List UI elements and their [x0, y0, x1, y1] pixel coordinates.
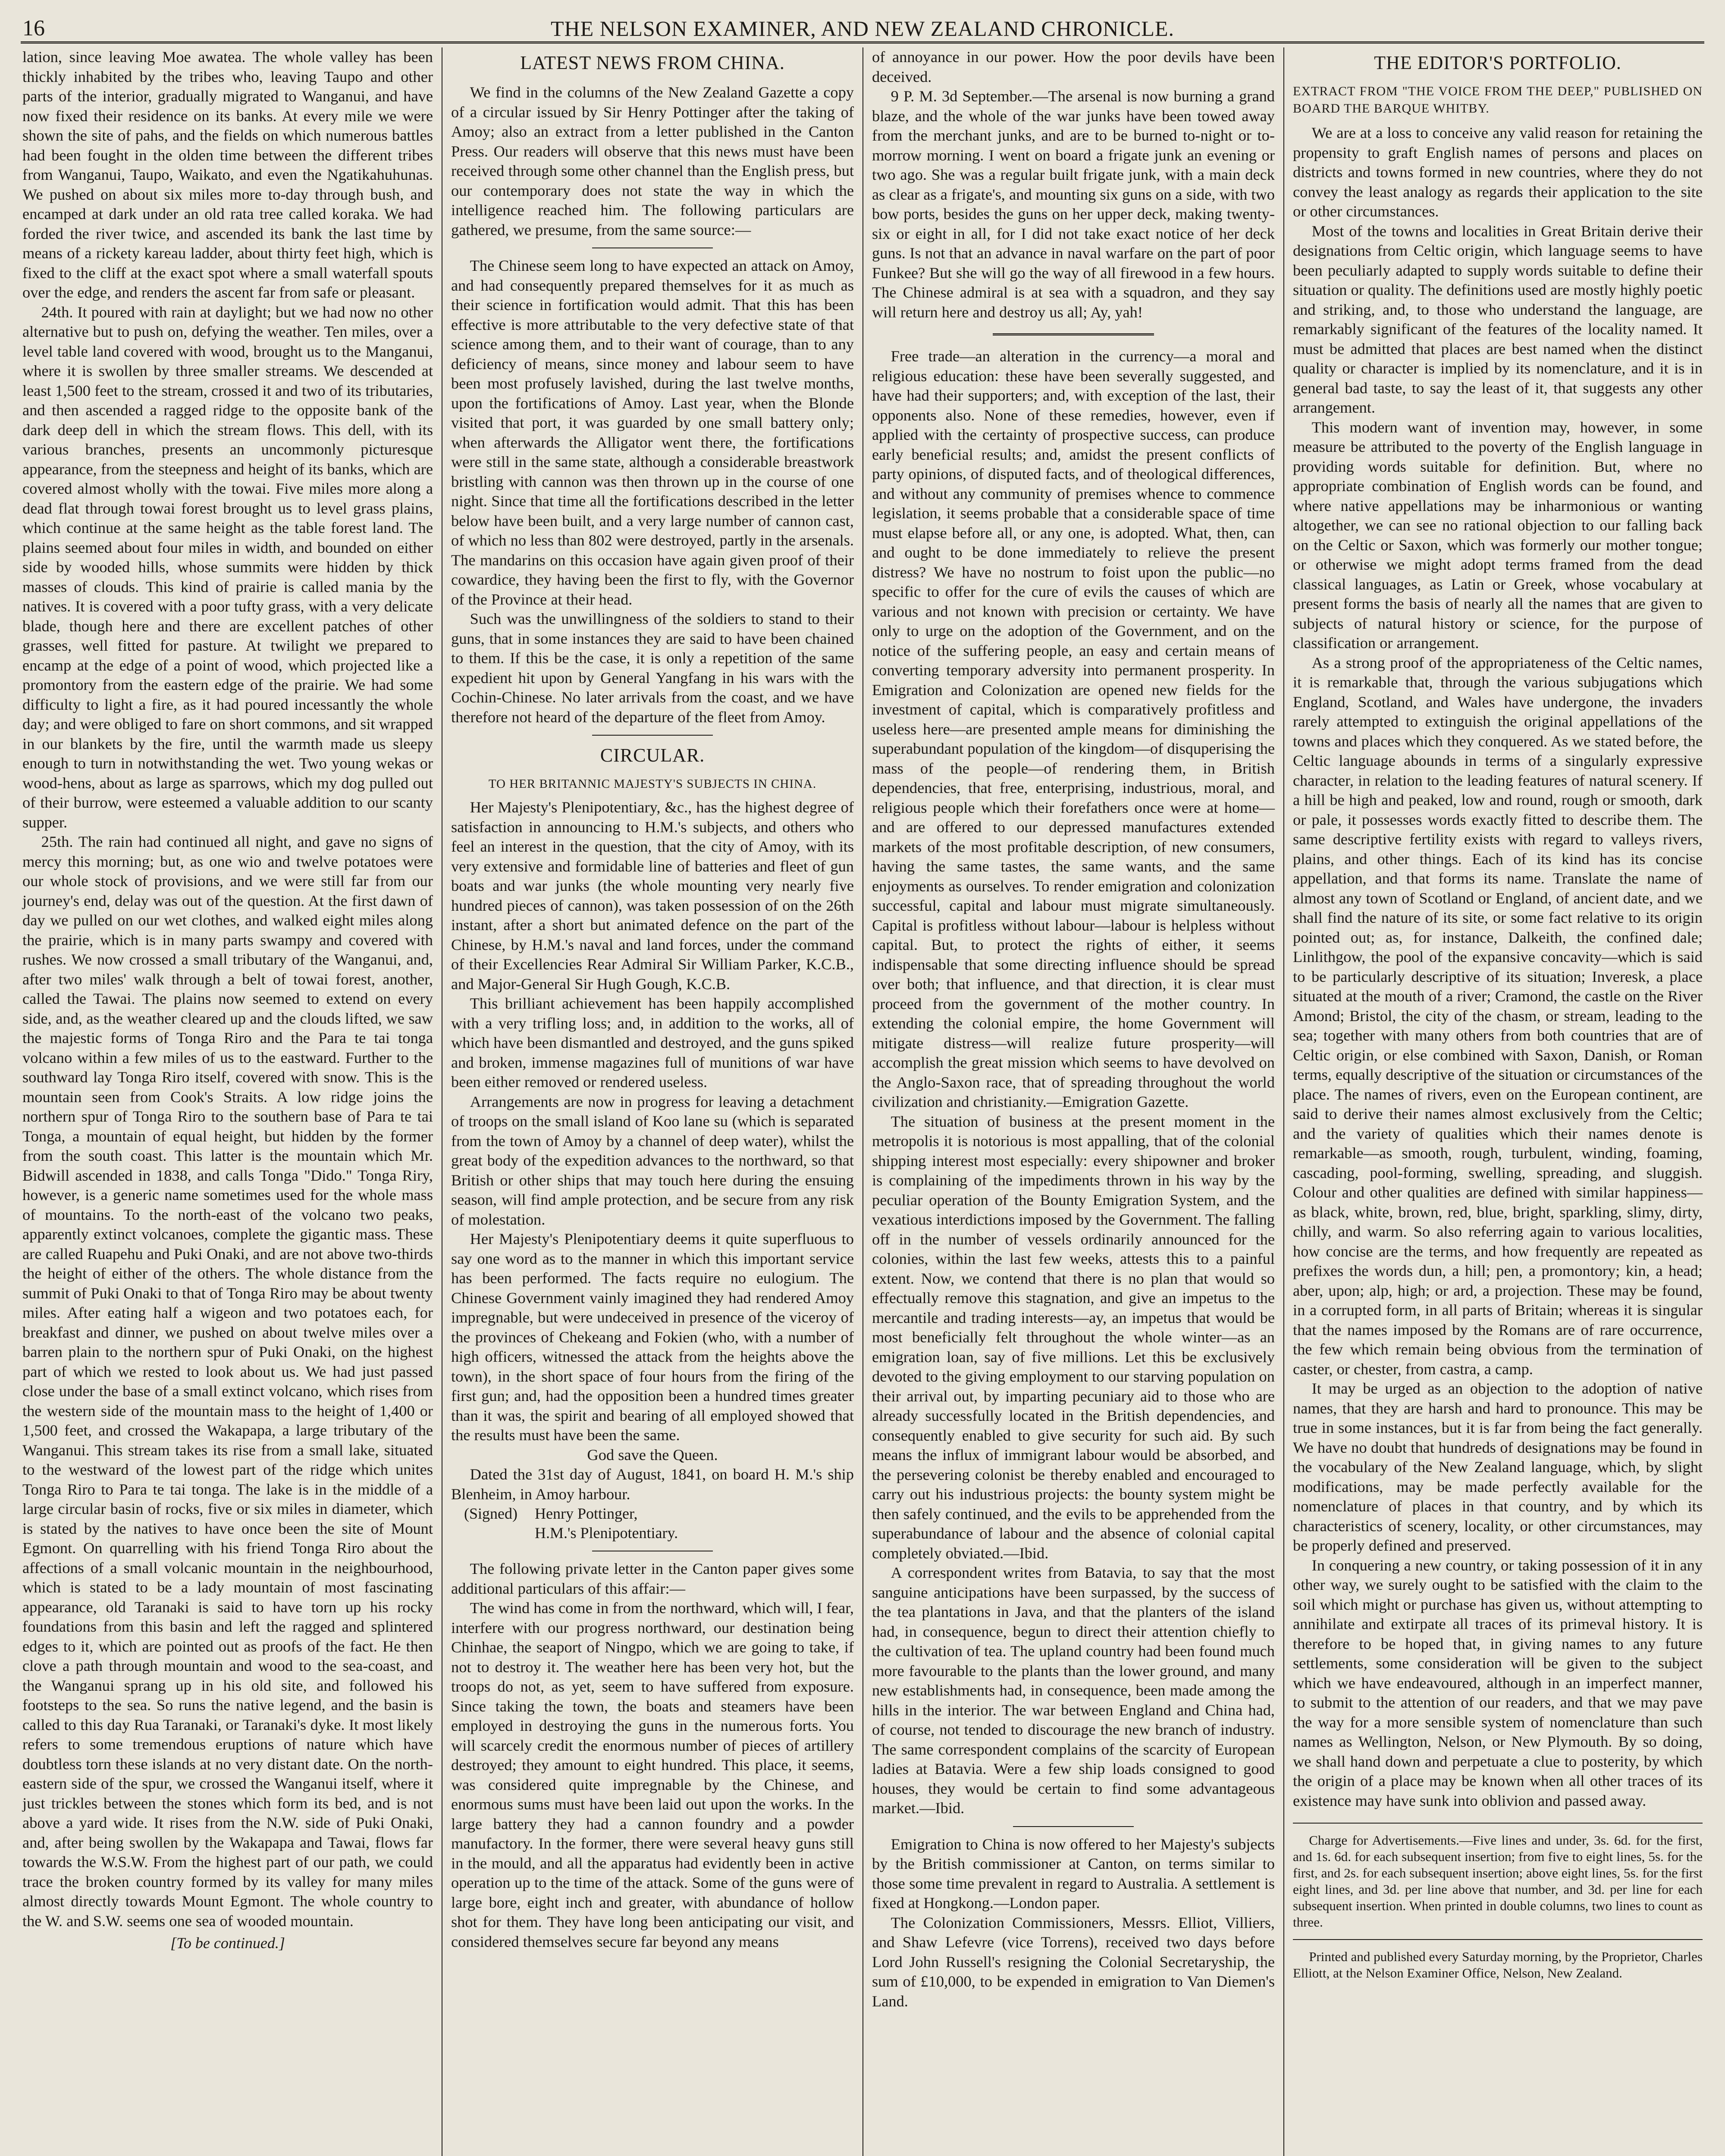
circular-paragraph: Her Majesty's Plenipotentiary, &c., has the highest degree of satisfaction in announcing to H.M.'s subjects, and others who feel an interest in the question, that the city of Amoy, with its very extensive and formidable line of batteries and fleet of gun boats and war junks (the whole mounting very nearly five hundred pieces of cannon), was taken possession of on the 26th instant, after a short but animated defence on the part of the Chinese, by H.M.'s naval and land forces, under the command of their Excellencies Rear Admiral Sir William Parker, K.C.B., and Major-General Sir Hugh Gough, K.C.B. — [451, 799, 854, 993]
article-paragraph: The Chinese seem long to have expected an attack on Amoy, and had consequently prepared themselves for it as much as their science in fortification would admit. That this has been effective is more attributable to the very defective state of that science among them, and to their want of courage, than to any deficiency of means, since money and labour seem to have been most profusely lavished, during the last twelve months, upon the fortifications of Amoy. Last year, when the Blonde visited that port, it was guarded by one small battery only; when afterwards the Alligator went there, the fortifications were still in the same state, although a considerable breastwork bristling with cannon was then thrown up in the course of one night. Since that time all the fortifications described in the letter below have been built, and a very large number of cannon cast, of which no less than 802 were destroyed, partly in the arsenals. The mandarins on this occasion have again given proof of their cowardice, they having been the first to fly, with the Governor of the Province at their head. — [451, 257, 854, 608]
circular-paragraph: Arrangements are now in progress for leaving a detachment of troops on the small island of Koo lane su (which is separated from the town of Amoy by a channel of deep water), whilst the great body of the expedition advances to the northward, so that British or other ships that may touch here during the ensuing season, will find ample protection, and be secure from any risk of molestation. — [451, 1093, 854, 1228]
printer-imprint: Printed and published every Saturday morning, by the Proprietor, Charles Elliott, at the Nelson Examiner Office, Nelson, New Zealand. — [1293, 1949, 1703, 1981]
footer-notices — [1293, 1823, 1703, 1981]
signed-label: (Signed) — [464, 1505, 518, 1522]
letter-paragraph: 9 P. M. 3d September.—The arsenal is now burning a grand blaze, and the whole of the war junks have been towed away from the merchant junks, and are to be burned to-night or to-morrow morning. I went on board a frigate junk an evening or two ago. She was a regular built frigate junk, with a main deck as clear as a frigate's, and mounting six guns on a side, with two bow ports, besides the guns on her upper deck, making twenty-six or eight in all, for I did not take exact notice of her deck guns. Is not that an advance in naval warfare on the part of poor Funkee? But she will go the way of all firewood in a few hours. The Chinese admiral is at sea with a squadron, and they say will return here and destroy us all; Ay, yah! — [872, 88, 1275, 321]
section-heading-latest-news: LATEST NEWS FROM CHINA. — [520, 52, 785, 73]
divider — [993, 333, 1154, 335]
running-title: THE NELSON EXAMINER, AND NEW ZEALAND CHRONICLE. — [551, 16, 1174, 41]
section-heading-circular: CIRCULAR. — [600, 745, 705, 766]
divider — [1293, 1823, 1703, 1824]
divider — [1293, 1939, 1703, 1940]
column-2-china-news — [442, 47, 862, 2156]
letter-paragraph: of annoyance in our power. How the poor devils have been deceived. — [872, 48, 1275, 85]
circular-paragraph: Her Majesty's Plenipotentiary deems it quite superfluous to say one word as to the manner in which this important service has been performed. The facts require no eulogium. The Chinese Government vainly imagined they had rendered Amoy impregnable, but were undeceived in presence of the viceroy of the provinces of Chekeang and Fokien (who, with a number of high officers, witnessed the attack from the heights above the town), in the short space of four hours from the firing of the first gun; and, had the opposition been a hundred times greater than it was, the spirit and bearing of all employed showed that the results must have been the same. — [451, 1230, 854, 1444]
article-paragraph: 25th. The rain had continued all night, and gave no signs of mercy this morning; but, as one wio and twelve potatoes were our whole stock of provisions, and we were still far from our journey's end, delay was out of the question. At the first dawn of day we pulled on our wet clothes, and walked eight miles along the prairie, which is in many parts swampy and covered with rushes. We now crossed a small tributary of the Wanganui, and, after two miles' walk through a belt of towai forest, another, called the Tawai. The plains now seemed to extend on every side, and, as the weather cleared up and the clouds lifted, we saw the majestic forms of Tonga Riro and the Para te tai tonga volcano within a few miles of us to the eastward. Further to the southward lay Tonga Riro itself, covered with snow. This is the mountain seen from Cook's Straits. A low ridge joins the northern spur of Tonga Riro to the southern base of Para te tai Tonga, a mountain of equal height, but hidden by the former from the south coast. This latter is the mountain which Mr. Bidwill ascended in 1838, and calls Tonga "Dido." Tonga Riry, however, is a generic name sometimes used for the whole mass of mountains. To the north-east of the volcano two peaks, apparently extinct volcanoes, complete the gigantic mass. These are called Ruapehu and Puki Onaki, and are not above two-thirds the height of either of the others. The whole distance from the summit of Puki Onaki to that of Tonga Riro may be about twenty miles. After eating half a wigeon and two potatoes each, for breakfast and dinner, we pushed on about twelve miles over a barren plain to the northern spur of Puki Onaki, on the highest part of which we rested to look about us. We had just passed close under the base of a small extinct volcano, which rises from the western side of the mountain mass to the height of 1,400 or 1,500 feet, and crossed the Wakapapa, a large tributary of the Wanganui. This stream takes its rise from a small lake, situated to the westward of the lowest part of the ridge which unites Tonga Riro to Para te tai tonga. The lake is in the middle of a large circular basin of rocks, five or six miles in diameter, which is stated by the natives to have once been the site of Mount Egmont. On quarrelling with his friend Tonga Riro about the affections of a small volcanic mountain in the neighbourhood, which is stated to be a lady mountain of most fascinating appearance, old Taranaki is said to have torn up his rocky foundations from this basin and left the ragged and splintered edges to it, which are pointed out as proofs of the fact. He then clove a path through mountain and wood to the sea-coast, and the Wanganui sprang up in his old site, and followed his footsteps to the sea. So runs the native legend, and the basin is called to this day Rua Taranaki, or Taranaki's dyke. It most likely refers to some tremendous eruptions of nature which have doubtless torn these islands at no very distant date. On the north-eastern side of the spur, we crossed the Wanganui itself, where it just trickles between the stones which form its bed, and is not above a yard wide. It rises from the N.W. side of Puki Onaki, and, after being swollen by the Wakapapa and Tawai, flows far towards the W.S.W. From the highest part of our path, we could trace the broken country formed by its valley for many miles almost directly towards Mount Egmont. The whole country to the W. and S.W. seems one sea of wooded mountain. — [22, 833, 433, 1930]
page-number: 16 — [22, 16, 45, 41]
column-3-emigration — [862, 47, 1283, 2156]
columns — [21, 47, 1704, 2156]
signer-title: H.M.'s Plenipotentiary. — [534, 1524, 678, 1542]
circular-paragraph: This brilliant achievement has been happily accomplished with a very trifling loss; and, in addition to the works, all of which have been dismantled and destroyed, and the guns spiked and broken, immense magazines full of munitions of war have been either removed or rendered useless. — [451, 995, 854, 1091]
column-1-travel-journal — [21, 47, 442, 2156]
article-paragraph: Most of the towns and localities in Great Britain derive their designations from Celtic origin, which language seems to have been peculiarly adapted to supply words suitable to define their situation or quality. The definitions used are mostly highly poetic and striking, and, to those who understand the language, are remarkably significant of the features of the locality named. It must be admitted that places are best named when the distinct quality or character is implied by its nomenclature, and it is in general bad taste, to say the least of it, that suggests any other arrangement. — [1293, 222, 1703, 416]
letter-intro: The following private letter in the Canton paper gives some additional particulars of this affair:— — [451, 1560, 854, 1597]
column-4-editors-portfolio — [1283, 47, 1704, 2156]
article-paragraph: Emigration to China is now offered to her Majesty's subjects by the British commissioner at Canton, on terms similar to those some time prevalent in regard to Australia. A settlement is fixed at Hongkong.—London paper. — [872, 1835, 1275, 1912]
divider — [592, 735, 713, 736]
god-save-the-queen: God save the Queen. — [587, 1446, 718, 1463]
masthead — [21, 16, 1704, 44]
letter-paragraph: The wind has come in from the northward, which will, I fear, interfere with our progress northward, our destination being Chinhae, the seaport of Ningpo, which we are going to take, if not to destroy it. The weather here has been very hot, but the troops do not, as yet, seem to have suffered from exposure. Since taking the town, the boats and steamers have been employed in destroying the guns in the numerous forts. You will scarcely credit the enormous number of pieces of artillery destroyed; they amount to eight hundred. This place, it seems, was considered quite impregnable by the Chinese, and enormous sums must have been laid out upon the works. In the large battery they had a cannon foundry and a powder manufactory. In the former, there were several heavy guns still in the mould, and all the apparatus had evidently been in active operation up to the time of the attack. Some of the guns were of large bore, eight inch and greater, with abundance of hollow shot for them. They have long been anticipating our visit, and considered themselves secure far beyond any means — [451, 1599, 854, 1950]
article-paragraph: A correspondent writes from Batavia, to say that the most sanguine anticipations have been surpassed, by the success of the tea plantations in Java, and that the planters of the island had, in consequence, begun to direct their attention chiefly to the cultivation of tea. The upland country had been found much more favourable to the plants than the lower ground, and many new establishments had, in consequence, been made among the hills in the interior. The war between England and China had, of course, not tended to discourage the new branch of industry. The same correspondent complains of the scarcity of European ladies at Batavia. Were a few ship loads consigned to good houses, they would be certain to find some advantageous market.—Ibid. — [872, 1564, 1275, 1817]
article-paragraph: Free trade—an alteration in the currency—a moral and religious education: these have been severally suggested, and have had their supporters; and, with exception of the last, their opponents also. None of these remedies, however, even if applied with the certainty of prospective success, can produce early beneficial results; and, amidst the present conflicts of party opinions, of disputed facts, and of theological differences, and without any community of premises whence to commence legislation, it seems probable that a considerable space of time must elapse before all, or any one, is adopted. What, then, can and ought to be done immediately to relieve the present distress? We have no nostrum to foist upon the public—no specific to offer for the cure of evils the causes of which are various and not known with precision or certainty. We have only to urge on the adoption of the Government, and on the notice of the suffering people, an easy and certain means of converting temporary adversity into permanent prosperity. In Emigration and Colonization are opened new fields for the investment of capital, which is comparatively profitless and useless here—are presented ample means for diminishing the superabundant population of the kingdom—of disquperising the mass of the people—of rendering them, in British dependencies, that free, enterprising, industrious, moral, and religious people which their forefathers once were at home—and are offered to our depressed manufactures extended markets of the most profitable description, of new consumers, having the same tastes, the same wants, and the same enjoyments as ourselves. To render emigration and colonization successful, capital and labour must migrate simultaneously. Capital is profitless without labour—labour is helpless without capital. But, to protect the rights of either, it seems indispensable that some directing influence should be spread over both; that influence, and that direction, it is clear must proceed from the government of the mother country. In extending the colonial empire, the home Government will mitigate distress—will realize future prosperity—will accomplish the great mission which seems to have devolved on the Anglo-Saxon race, that of spreading throughout the world civilization and christianity.—Emigration Gazette. — [872, 348, 1275, 1110]
signer — [535, 1504, 678, 1543]
extract-heading: EXTRACT FROM "THE VOICE FROM THE DEEP," PUBLISHED ON BOARD THE BARQUE WHITBY. — [1293, 84, 1703, 116]
article-paragraph: This modern want of invention may, however, in some measure be attributed to the poverty of the English language in providing words suitable for definition. But, where no appropriate combination of English words can be found, and where native appellations may be inharmonious or wanting altogether, we can see no rational objection to our falling back on the Celtic or Saxon, which was formerly our mother tongue; or otherwise we might adopt terms framed from the dead classical languages, as Latin or Greek, whose vocabulary at present forms the basis of nearly all the names that are given to subjects of natural history or science, for the purpose of classification or arrangement. — [1293, 418, 1703, 652]
advertisement-charges: Charge for Advertisements.—Five lines and under, 3s. 6d. for the first, and 1s. 6d. for each subsequent insertion; from five to eight lines, 5s. for the first, and 2s. for each subsequent insertion; above eight lines, 5s. for the first eight lines, and 3d. per line above that number, and 3d. per line for each subsequent insertion. When printed in double columns, two lines to count as three. — [1293, 1833, 1703, 1930]
section-heading-editors-portfolio: THE EDITOR'S PORTFOLIO. — [1374, 52, 1622, 73]
signer-name: Henry Pottinger, — [534, 1505, 638, 1522]
article-intro: We find in the columns of the New Zealand Gazette a copy of a circular issued by Sir Henry Pottinger after the taking of Amoy; also an extract from a letter published in the Canton Press. Our readers will observe that this news must have been received through some other channel than the English press, but our contemporary does not state the way in which the intelligence reached him. The following particulars are gathered, we presume, from the same source:— — [451, 84, 854, 238]
circular-signature — [451, 1504, 854, 1543]
article-paragraph: lation, since leaving Moe awatea. The whole valley has been thickly inhabited by the tribes who, leaving Taupo and other parts of the interior, gradually migrated to Wanganui, and have now fixed their residence on its banks. At every mile we were shown the site of pahs, and the fields on which numerous battles had been fought in the olden time between the different tribes from Wanganui, Taupo, Waikato, and even the Ngatikahuhunas. We pushed on about six miles more to-day through bush, and encamped at dark under an old rata tree called koraka. We had forded the river twice, and ascended its bank the last time by means of a rickety kareau ladder, about thirty feet high, which is fixed to the cliff at the exact spot where a small waterfall spouts over the edge, and renders the ascent far from safe or pleasant. — [22, 48, 433, 301]
article-paragraph: It may be urged as an objection to the adoption of native names, that they are harsh and hard to pronounce. This may be true in some instances, but it is far from being the fact generally. We have no doubt that hundreds of designations may be found in the vocabulary of the New Zealand language, which, by slight modifications, may be made perfectly available for the nomenclature of places in that country, and by which its characteristics of scenery, locality, or other circumstances, may be properly defined and preserved. — [1293, 1380, 1703, 1554]
article-paragraph: The situation of business at the present moment in the metropolis it is notorious is most appalling, that of the colonial shipping interest most especially: every shipowner and broker is complaining of the impediments thrown in his way by the peculiar operation of the Bounty Emigration System, and the vexatious interdictions imposed by the Government. The falling off in the number of vessels ordinarily announced for the colonies, within the last few weeks, attests this to a painful extent. Now, we contend that there is no plan that would so effectually remove this stagnation, and give an impetus to the mercantile and trading interests—ay, an impetus that would be most beneficially felt throughout the whole winter—as an emigration loan, say of five millions. Let this be exclusively devoted to the giving employment to our starving population on their arrival out, by imparting pecuniary aid to those who are already successfully located in the British dependencies, and consequently enabled to give security for such aid. By such means the influx of immigrant labour would be absorbed, and the persevering colonist be thereby enabled and encouraged to carry out his industrious projects: the bounty system might be then safely continued, and the evils to be apprehended from the superabundance of labour and the absence of colonial capital completely obviated.—Ibid. — [872, 1112, 1275, 1562]
divider — [1013, 1826, 1134, 1827]
circular-dated: Dated the 31st day of August, 1841, on board H. M.'s ship Blenheim, in Amoy harbour. — [451, 1466, 854, 1503]
circular-subheading: TO HER BRITANNIC MAJESTY'S SUBJECTS IN CHINA. — [488, 777, 817, 791]
article-paragraph: Such was the unwillingness of the soldiers to stand to their guns, that in some instances they are said to have been chained to them. If this be the case, it is only a repetition of the same expedient hit upon by General Yangfang in his wars with the Cochin-Chinese. No later arrivals from the coast, and we have therefore not heard of the departure of the fleet from Amoy. — [451, 610, 854, 726]
article-paragraph: We are at a loss to conceive any valid reason for retaining the propensity to graft English names of persons and places on districts and towns formed in new countries, where they do not convey the least analogy as regards their application to the site or other circumstances. — [1293, 124, 1703, 220]
article-paragraph: As a strong proof of the appropriateness of the Celtic names, it is remarkable that, through the various subjugations which England, Scotland, and Wales have undergone, the invaders rarely attempted to extinguish the original appellations of the towns and places which they conquered. As we stated before, the Celtic language abounds in terms of a singularly expressive character, in relation to the leading features of natural scenery. If a hill be high and peaked, low and round, rough or smooth, dark or pale, it possesses words exactly fitted to describe them. The same descriptive fertility exists with regard to valleys rivers, plains, and other things. Each of its kind has its concise appellation, and that forms its name. Translate the name of almost any town of Scotland or England, of ancient date, and we shall find the nature of its site, or some fact relative to its origin pointed out; as, for instance, Dalkeith, the confined dale; Linlithgow, the pool of the expansive concavity—which is said to be particularly descriptive of its situation; Inveresk, a place situated at the mouth of a river; Cramond, the castle on the River Amond; Bristol, the city of the chasm, or stream, leading to the sea; together with many others from both countries that are of Celtic origin, or else combined with Saxon, Danish, or Roman terms, equally descriptive of the situation or circumstances of the place. The names of rivers, even on the European continent, are said to derive their names almost exclusively from the Celtic; and the variety of qualities which their names denote is remarkable—as smooth, rough, turbulent, winding, foaming, cascading, pool-forming, swelling, spreading, and sluggish. Colour and other qualities are defined with similar happiness—as black, white, brown, red, blue, bright, sparkling, slimy, dirty, chilly, and warm. So also referring again to various localities, how concise are the terms, and how frequently are repeated as prefixes the words dun, a hill; pen, a promontory; kin, a head; aber, upon; alp, high; or ard, a projection. These may be found, in a corrupted form, in all parts of Britain; whereas it is singular that the names imposed by the Romans are of rare occurrence, the few which remain being obvious from the termination of caster, or chester, from castra, a camp. — [1293, 654, 1703, 1378]
article-paragraph: The Colonization Commissioners, Messrs. Elliot, Villiers, and Shaw Lefevre (vice Torrens), received two days before Lord John Russell's resigning the Colonial Secretaryship, the sum of £10,000, to be expended in emigration to Van Diemen's Land. — [872, 1914, 1275, 2010]
to-be-continued: [To be continued.] — [170, 1934, 285, 1952]
article-paragraph: 24th. It poured with rain at daylight; but we had now no other alternative but to push on, defying the weather. Ten miles, over a level table land covered with wood, brought us to the Manganui, where it is swollen by three smaller streams. We descended at least 1,500 feet to the stream, crossed it and two of its tributaries, and then ascended a ragged ridge to the opposite bank of the dark deep dell in which the stream flows. This dell, with its various branches, presents an uncommonly picturesque appearance, from the steepness and height of its banks, which are covered almost wholly with the towai. Five miles more along a dead flat through towai forest brought us to level grass plains, which continue at the same height as the table forest land. The plains seemed about four miles in width, and bounded on either side by wooded hills, whose summits were hidden by thick masses of clouds. This kind of prairie is called mania by the natives. It is covered with a poor tufty grass, with a very delicate blade, though here and there are excellent patches of other grasses, well fitted for pasture. At twilight we prepared to encamp at the edge of a point of wood, which projected like a promontory from the eastern edge of the prairie. We had some difficulty to light a fire, as it had poured incessantly the whole day; and were obliged to fare on short commons, and sit wrapped in our blankets by the fire, until the warmth made us sleepy enough to turn in notwithstanding the wet. Two young wekas or wood-hens, about as large as sparrows, which my dog pulled out of their burrow, were esteemed a valuable addition to our scanty supper. — [22, 303, 433, 831]
article-paragraph: In conquering a new country, or taking possession of it in any other way, we surely ought to be satisfied with the claim to the soil which might or purchase has given us, without attempting to annihilate and extirpate all traces of its primeval history. It is therefore to be hoped that, in giving names to any future settlements, some consideration will be given to the subject which we have endeavoured, although in an imperfect manner, to submit to the attention of our readers, and that we may pave the way for a more sensible system of nomenclature than such names as Wellington, Nelson, or New Plymouth. By so doing, we shall hand down and perpetuate a clue to posterity, by which the origin of a place may be known when all other traces of its existence may have sunk into oblivion and passed away. — [1293, 1556, 1703, 1809]
